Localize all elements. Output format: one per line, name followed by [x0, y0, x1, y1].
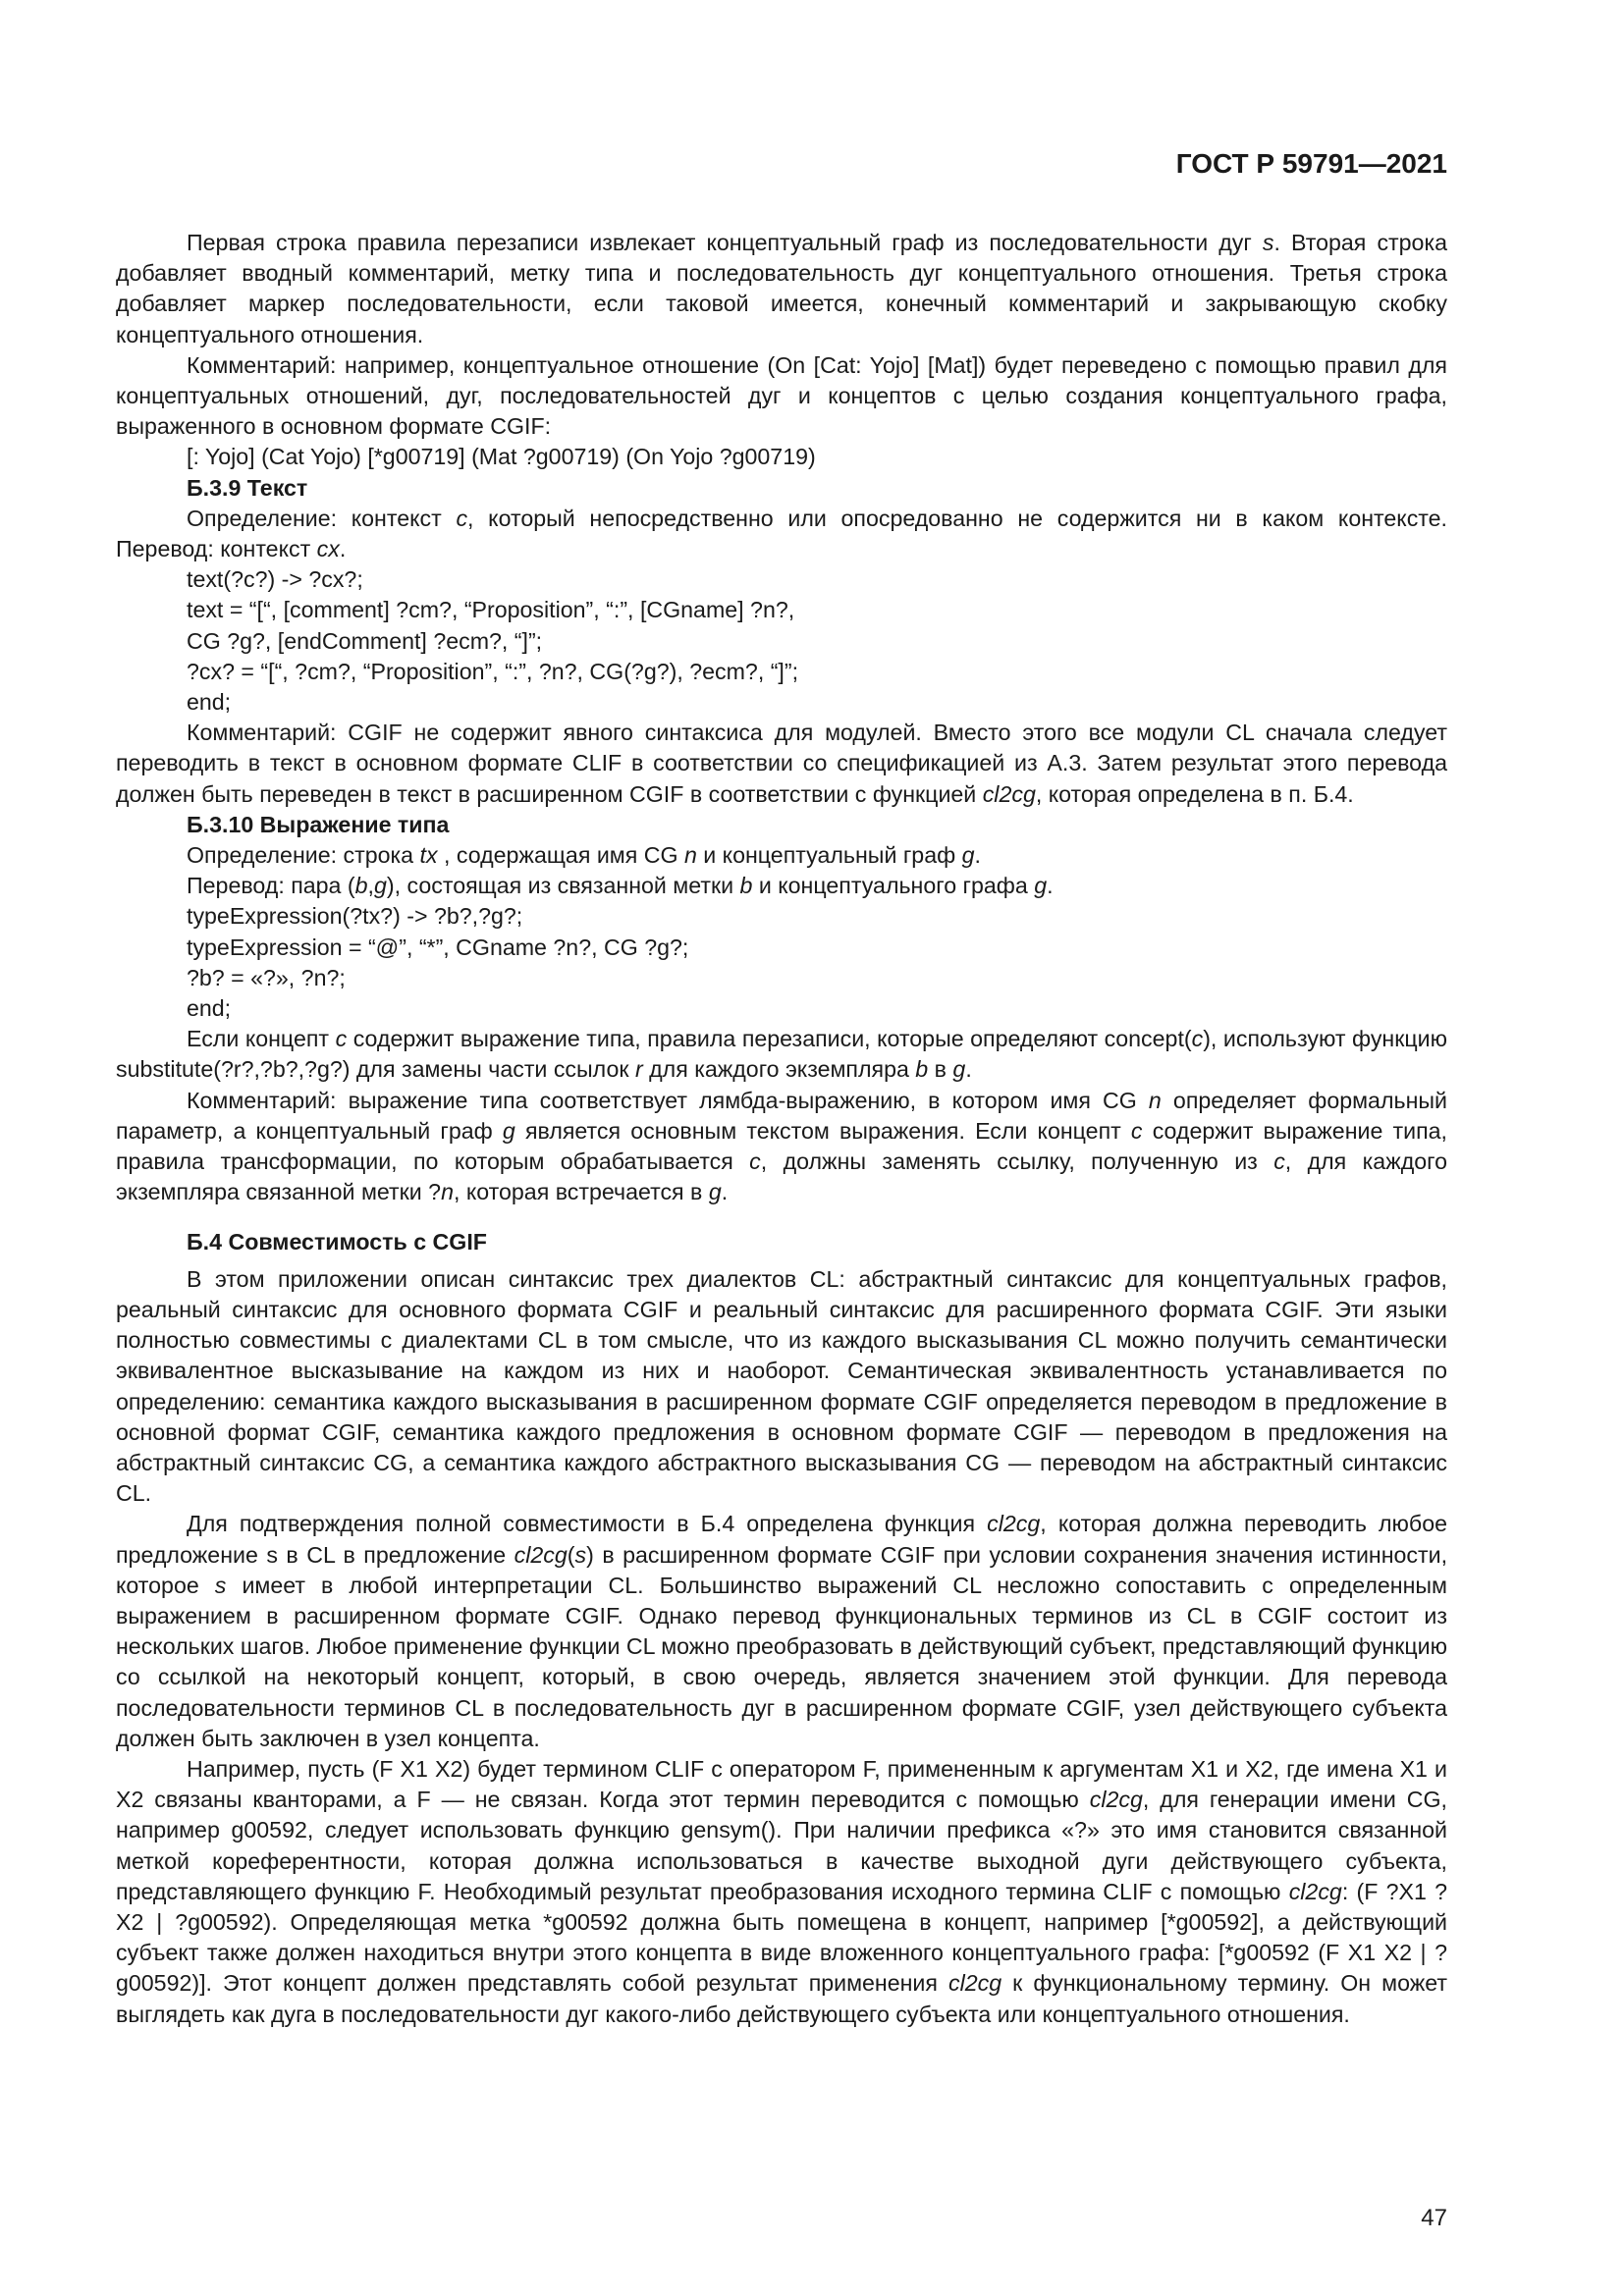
code-line: text = “[“, [comment] ?cm?, “Proposition”, “:”, [CGname] ?n?, [187, 597, 795, 623]
paragraph: Если концепт c содержит выражение типа, правила перезаписи, которые определяют concept(c), используют функцию substitute(?r?,?b?,?g?) для замены части ссылок r для каждого экземпляра b в g. [116, 1026, 1447, 1083]
section-heading: Б.3.9 Текст [187, 474, 308, 501]
code-line: CG ?g?, [endComment] ?ecm?, “]”; [187, 627, 543, 654]
code-line: typeExpression = “@”, “*”, CGname ?n?, CG ?g?; [187, 934, 689, 960]
paragraph: В этом приложении описан синтаксис трех диалектов CL: абстрактный синтаксис для концептуальных графов, реальный синтаксис для основного формата CGIF и реальный синтаксис для расширенного формата CGIF. Эти языки полностью совместимы с диалектами CL в том смысле, что из каждого высказывания CL можно получить семантически эквивалентное высказывание на каждом из них и наоборот. Семантическая эквивалентность устанавливается по определению: семантика каждого высказывания в расширенном формате CGIF определяется переводом в предложение в основной формат CGIF, семантика каждого предложения в основном формате CGIF — переводом в предложения на абстрактный синтаксис CG, а семантика каждого абстрактного высказывания CG — переводом на абстрактный синтаксис CL. [116, 1265, 1447, 1507]
paragraph: Например, пусть (F X1 X2) будет термином CLIF с оператором F, примененным к аргументам X1 и X2, где имена X1 и X2 связаны кванторами, а F — не связан. Когда этот термин переводится с помощью cl2cg, для генерации имени CG, например g00592, следует использовать функцию gensym(). При наличии префикса «?» это имя становится связанной меткой кореферентности, которая должна использоваться в качестве выходной дуги действующего субъекта, представляющего функцию F. Необходимый результат преобразования исходного термина CLIF с помощью cl2cg: (F ?X1 ?X2 | ?g00592). Определяющая метка *g00592 должна быть помещена в концепт, например [*g00592], а действующий субъект также должен находиться внутри этого концепта в виде вложенного концептуального графа: [*g00592 (F X1 X2 | ?g00592)]. Этот концепт должен представлять собой результат применения cl2cg к функциональному термину. Он может выглядеть как дуга в последовательности дуг какого-либо действующего субъекта или концептуального отношения. [116, 1755, 1448, 2027]
code-line: ?cx? = “[“, ?cm?, “Proposition”, “:”, ?n?, CG(?g?), ?ecm?, “]”; [187, 658, 799, 684]
section-heading: Б.3.10 Выражение типа [187, 811, 450, 837]
paragraph: Для подтверждения полной совместимости в Б.4 определена функция cl2cg, которая должна переводить любое предложение s в CL в предложение cl2cg(s) в расширенном формате CGIF при условии сохранения значения истинности, которое s имеет в любой интерпретации CL. Большинство выражений CL несложно сопоставить с определенным выражением в расширенном формате CGIF. Однако перевод функциональных терминов из CL в CGIF состоит из нескольких шагов. Любое применение функции CL можно преобразовать в действующий субъект, представляющий функцию со ссылкой на некоторый концепт, который, в свою очередь, является значением этой функции. Для перевода последовательности терминов CL в последовательность дуг в расширенном формате CGIF, узел действующего субъекта должен быть заключен в узел концепта. [116, 1511, 1448, 1751]
document-header: ГОСТ Р 59791—2021 [1175, 148, 1447, 179]
code-line: typeExpression(?tx?) -> ?b?,?g?; [187, 903, 523, 930]
paragraph: Перевод: пара (b,g), состоящая из связанной метки b и концептуального графа g. [187, 873, 1054, 899]
code-line: [: Yojo] (Cat Yojo) [*g00719] (Mat ?g00719) (On Yojo ?g00719) [187, 444, 816, 470]
paragraph: Комментарий: например, концептуальное отношение (On [Cat: Yojo] [Mat]) будет переведено с помощью правил для концептуальных отношений, дуг, последовательностей дуг и концептов с целью создания концептуального графа, выраженного в основном формате CGIF: [116, 351, 1447, 440]
paragraph: Определение: строка tx , содержащая имя CG n и концептуальный граф g. [187, 842, 981, 869]
paragraph: Определение: контекст c, который непосредственно или опосредованно не содержится ни в каком контексте. Перевод: контекст cx. [116, 505, 1447, 562]
paragraph: Комментарий: выражение типа соответствует лямбда-выражению, в котором имя CG n определяет формальный параметр, а концептуальный граф g является основным текстом выражения. Если концепт c содержит выражение типа, правила трансформации, по которым обрабатывается c, должны заменять ссылку, полученную из c, для каждого экземпляра связанной метки ?n, которая встречается в g. [116, 1087, 1447, 1205]
paragraph: Комментарий: CGIF не содержит явного синтаксиса для модулей. Вместо этого все модули CL сначала следует переводить в текст в основном формате CLIF в соответствии со спецификацией из А.3. Затем результат этого перевода должен быть переведен в текст в расширенном CGIF в соответствии с функцией cl2cg, которая определена в п. Б.4. [116, 720, 1447, 807]
code-line: text(?c?) -> ?cx?; [187, 566, 363, 593]
page-number: 47 [1421, 2205, 1447, 2231]
code-line: end; [187, 689, 232, 716]
code-line: ?b? = «?», ?n?; [187, 964, 346, 990]
page-body [116, 228, 1447, 2030]
code-line: end; [187, 995, 232, 1022]
section-heading: Б.4 Совместимость с CGIF [187, 1228, 487, 1255]
paragraph: Первая строка правила перезаписи извлекает концептуальный граф из последовательности дуг s. Вторая строка добавляет вводный комментарий, метку типа и последовательность дуг концептуального отношения. Третья строка добавляет маркер последовательности, если таковой имеется, конечный комментарий и закрывающую скобку концептуального отношения. [116, 230, 1447, 347]
